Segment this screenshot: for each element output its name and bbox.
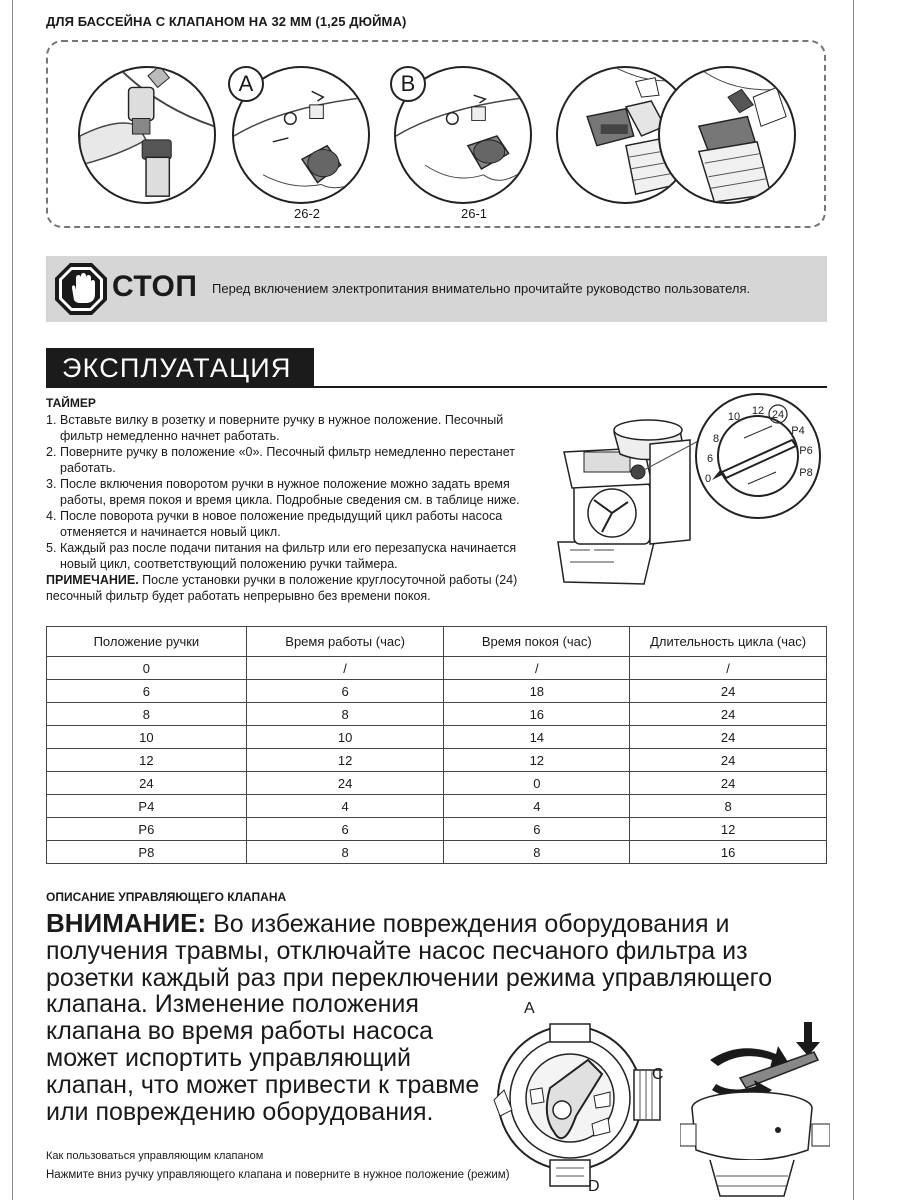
stop-notice xyxy=(46,256,827,322)
valve-handle-operation-figure xyxy=(680,1020,830,1200)
usage-instruction: Нажмите вниз ручку управляющего клапана и поверните в нужное положение (режим) xyxy=(46,1169,510,1181)
operation-rule xyxy=(46,386,827,388)
timer-step: 5. Каждый раз после подачи питания на фильтр или его перезапуска начинается новый цикл, соответствующий положению ручки таймера. xyxy=(46,541,517,571)
timer-schedule-table xyxy=(46,626,827,864)
column-header: Положение ручки xyxy=(47,627,247,657)
dial-label-10: 10 xyxy=(727,411,741,423)
stop-hand-icon xyxy=(54,262,108,316)
table-row: P8 8 8 16 xyxy=(47,841,827,864)
dial-label-0: 0 xyxy=(704,473,712,485)
timer-note: ПРИМЕЧАНИЕ. После установки ручки в положение круглосуточной работы (24) песочный фильтр будет работать непрерывно без времени покоя. xyxy=(46,573,518,603)
figure-caption-26-1: 26-1 xyxy=(461,206,488,221)
dial-label-p8: P8 xyxy=(799,467,813,479)
dial-label-p4: P4 xyxy=(791,425,805,437)
column-header: Длительность цикла (час) xyxy=(630,627,827,657)
dial-label-6: 6 xyxy=(706,453,714,465)
dial-label-8: 8 xyxy=(712,433,720,445)
stop-notice-text: Перед включением электропитания внимательно прочитайте руководство пользователя. xyxy=(212,281,751,296)
hose-connection-figure xyxy=(78,66,216,204)
pool-section-header: ДЛЯ БАССЕЙНА С КЛАПАНОМ НА 32 ММ (1,25 ДЮЙМА) xyxy=(46,14,407,29)
warning-text-top: ВНИМАНИЕ: Во избежание повреждения оборудования и получения травмы, отключайте насос песчаного фильтра из розетки каждый раз при переключении режима управляющего xyxy=(46,908,773,992)
table-row: 12 12 12 24 xyxy=(47,749,827,772)
column-header: Время работы (час) xyxy=(246,627,444,657)
valve-port-label-a: A xyxy=(524,1000,535,1017)
timer-step: 3. После включения поворотом ручки в нужное положение можно задать время работы, время покоя и время цикла. Подробные сведения см. в таблице ниже. xyxy=(46,477,520,507)
stop-word: СТОП xyxy=(112,270,198,303)
table-row: 8 8 16 24 xyxy=(47,703,827,726)
multiport-valve-figure xyxy=(484,1000,674,1200)
table-header-row xyxy=(47,627,827,657)
dial-label-24: 24 xyxy=(771,409,785,421)
operation-banner: ЭКСПЛУАТАЦИЯ xyxy=(46,348,314,388)
table-row: P4 4 4 8 xyxy=(47,795,827,818)
control-valve-heading: ОПИСАНИЕ УПРАВЛЯЮЩЕГО КЛАПАНА xyxy=(46,890,287,904)
usage-title: Как пользоваться управляющим клапаном xyxy=(46,1150,264,1162)
dial-label-12: 12 xyxy=(751,405,765,417)
table-row: 24 24 0 24 xyxy=(47,772,827,795)
dial-label-p6: P6 xyxy=(799,445,813,457)
figure-caption-26-2: 26-2 xyxy=(294,206,321,221)
timer-step: 4. После поворота ручки в новое положение предыдущий цикл работы насоса отменяется и начинается новый цикл. xyxy=(46,509,503,539)
timer-step: 1. Вставьте вилку в розетку и поверните ручку в нужное положение. Песочный фильтр немедленно начнет работать. xyxy=(46,413,504,443)
valve-port-label-c: C xyxy=(652,1066,664,1083)
timer-heading: ТАЙМЕР xyxy=(46,396,96,410)
clamp-tighten-figure xyxy=(658,66,796,204)
table-row: P6 6 6 12 xyxy=(47,818,827,841)
warning-text-continued: клапана. Изменение положения клапана во время работы насоса может испортить управляющий клапан, что может привести к травме или повреждению оборудования. xyxy=(46,990,480,1126)
table-row: 0 / / / xyxy=(47,657,827,680)
table-row: 10 10 14 24 xyxy=(47,726,827,749)
column-header: Время покоя (час) xyxy=(444,627,630,657)
timer-step: 2. Поверните ручку в положение «0». Песочный фильтр немедленно перестанет работать. xyxy=(46,445,515,475)
table-row: 6 6 18 24 xyxy=(47,680,827,703)
valve-port-label-d: D xyxy=(588,1178,600,1195)
figure-label-b: B xyxy=(390,66,426,102)
sand-filter-pump-figure xyxy=(544,392,826,592)
figure-label-a: A xyxy=(228,66,264,102)
timer-instructions xyxy=(46,412,546,604)
